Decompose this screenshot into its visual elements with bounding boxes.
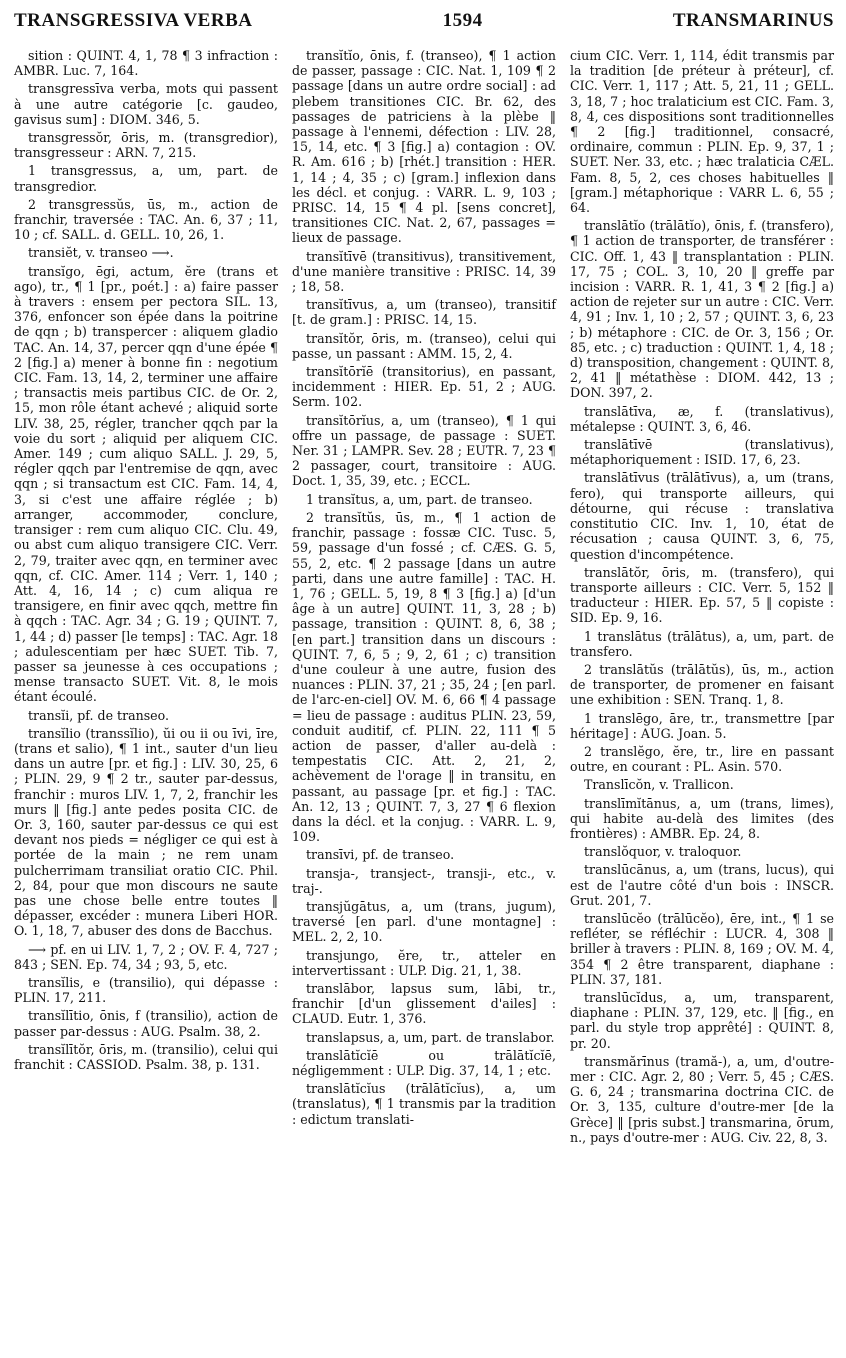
- dictionary-entry: transĭtīvē (transitivus), transitivement, d'une manière transitive : PRISC. 14, 39 ; 18, 58.: [292, 248, 556, 295]
- dictionary-entry: transĭlio (transsĭlio), ŭi ou ii ou īvi, īre, (trans et salio), ¶ 1 int., sauter d'un lieu dans un autre [pr. et fig.] : LIV. 30, 25, 6 ; PLIN. 29, 9 ¶ 2 tr., sauter par-dessus, franchir : muros LIV. 1, 7, 2, franchir les murs ‖ [fig.] ante pedes posita CIC. de Or. 3, 160, sauter par-dessus ce qui est devant nos pieds = négliger ce qui est à portée de la main ; ne rem unam pulcherrimam transiliat oratio CIC. Phil. 2, 84, pour que mon discours ne saute pas une chose belle entre toutes ‖ dépasser, excéder : munera Liberi HOR. O. 1, 18, 7, abuser des dons de Bacchus.: [14, 725, 278, 939]
- running-header: [14, 10, 834, 48]
- dictionary-entry: translātŏr, ōris, m. (transfero), qui transporte ailleurs : CIC. Verr. 5, 152 ‖ traducteur : HIER. Ep. 57, 5 ‖ copiste : SID. Ep. 9, 16.: [570, 564, 834, 626]
- dictionary-entry: transĭtōrĭē (transitorius), en passant, incidemment : HIER. Ep. 51, 2 ; AUG. Serm. 102.: [292, 364, 556, 410]
- dictionary-entry: transjungo, ĕre, tr., atteler en intervertissant : ULP. Dig. 21, 1, 38.: [292, 947, 556, 978]
- column-middle: [292, 48, 556, 1148]
- dictionary-entry: transgressīva verba, mots qui passent à une autre catégorie [c. gaudeo, gavisus sum] : DIOM. 346, 5.: [14, 81, 278, 127]
- dictionary-entry: transĭi, pf. de transeo.: [28, 707, 170, 723]
- column-left: [14, 48, 278, 1148]
- dictionary-entry: transĭtĭo, ōnis, f. (transeo), ¶ 1 action de passer, passage : CIC. Nat. 1, 109 ¶ 2 passage [dans un autre ordre social] : ad plebem transitiones CIC. Br. 62, des passages de patriciens à la plèbe ‖ passage à l'ennemi, défection : LIV. 28, 15, 14, etc. ¶ 3 [fig.] a) contagion : OV. R. Am. 616 ; b) [rhét.] transition : HER. 1, 14 ; 4, 35 ; c) [gram.] inflexion dans les décl. et conjug. : VARR. L. 9, 103 ; PRISC. 14, 15 ¶ 4 pl. [sens concret], transitiones CIC. Nat. 2, 67, passages = lieux de passage.: [292, 48, 556, 246]
- dictionary-entry: translātĭo (trālātĭo), ōnis, f. (transfero), ¶ 1 action de transporter, de transférer : CIC. Off. 1, 43 ‖ transplantation : PLIN. 17, 75 ; COL. 3, 10, 20 ‖ greffe par incision : VARR. R. 1, 41, 3 ¶ 2 [fig.] a) action de rejeter sur un autre : CIC. Verr. 4, 91 ; Inv. 1, 10 ; 2, 57 ; QUINT. 3, 6, 23 ; b) métaphore : CIC. de Or. 3, 156 ; Or. 85, etc. ; c) traduction : QUINT. 1, 4, 18 ; d) transposition, changement : QUINT. 8, 2, 41 ‖ métathèse : DIOM. 442, 13 ; DON. 397, 2.: [570, 218, 834, 401]
- dictionary-entry: translātĭcĭē ou trālātĭcĭē, négligemment : ULP. Dig. 37, 14, 1 ; etc.: [292, 1047, 556, 1078]
- dictionary-entry: transiĕt, v. transeo ⟶.: [28, 245, 174, 261]
- dictionary-entry: translūcĕo (trālūcĕo), ēre, int., ¶ 1 se refléter, se réfléchir : LUCR. 4, 308 ‖ briller à travers : PLIN. 8, 169 ; OV. M. 4, 354 ¶ 2 être transparent, diaphane : PLIN. 37, 181.: [570, 910, 834, 987]
- dictionary-entry: transĭtŏr, ōris, m. (transeo), celui qui passe, un passant : AMM. 15, 2, 4.: [292, 330, 556, 361]
- dictionary-entry: translīmĭtānus, a, um (trans, limes), qui habite au-delà des limites (des frontières) : AMBR. Ep. 24, 8.: [570, 795, 834, 841]
- dictionary-entry: 1 translēgo, āre, tr., transmettre [par héritage] : AUG. Joan. 5.: [570, 710, 834, 741]
- dictionary-entry: translŏquor, v. traloquor.: [584, 844, 742, 860]
- dictionary-entry: transĭtīvus, a, um (transeo), transitif [t. de gram.] : PRISC. 14, 15.: [292, 297, 556, 328]
- dictionary-entry: transĭlītio, ōnis, f (transilio), action de passer par-dessus : AUG. Psalm. 38, 2.: [14, 1008, 278, 1039]
- dictionary-entry: translātĭcĭus (trālātĭcĭus), a, um (translatus), ¶ 1 transmis par la tradition : edictum translati-: [292, 1081, 556, 1127]
- dictionary-entry: ⟶ pf. en ui LIV. 1, 7, 2 ; OV. F. 4, 727 ; 843 ; SEN. Ep. 74, 34 ; 93, 5, etc.: [14, 941, 278, 972]
- dictionary-entry: 1 translātus (trālātus), a, um, part. de transfero.: [570, 628, 834, 659]
- dictionary-entry: translābor, lapsus sum, lābi, tr., franchir [d'un glissement d'ailes] : CLAUD. Eutr. 1, 376.: [292, 980, 556, 1027]
- text-columns: [14, 48, 834, 1148]
- dictionary-entry: 2 transgressŭs, ūs, m., action de franchir, traversée : TAC. An. 6, 37 ; 11, 10 ; cf. SALL. d. GELL. 10, 26, 1.: [14, 196, 278, 243]
- dictionary-entry: 1 transgressus, a, um, part. de transgredior.: [14, 163, 278, 194]
- dictionary-entry: transīvi, pf. de transeo.: [306, 847, 455, 863]
- dictionary-entry: 2 translātŭs (trālātŭs), ūs, m., action de transporter, de promener en faisant une exhibition : SEN. Tranq. 1, 8.: [570, 661, 834, 708]
- dictionary-entry: transĭlītŏr, ōris, m. (transilio), celui qui franchit : CASSIOD. Psalm. 38, p. 131.: [14, 1041, 278, 1072]
- dictionary-entry: transĭlis, e (transilio), qui dépasse : PLIN. 17, 211.: [14, 974, 278, 1006]
- dictionary-entry: translapsus, a, um, part. de translabor.: [306, 1029, 555, 1045]
- dictionary-entry: translūcānus, a, um (trans, lucus), qui est de l'autre côté d'un bois : INSCR. Grut. 201, 7.: [570, 862, 834, 908]
- dictionary-entry: cium CIC. Verr. 1, 114, édit transmis par la tradition [de préteur à préteur], cf. CIC. Verr. 1, 117 ; Att. 5, 21, 11 ; GELL. 3, 18, 7 ; hoc tralaticium est CIC. Fam. 3, 8, 4, ces dispositions sont traditionnelles ¶ 2 [fig.] traditionnel, consacré, ordinaire, commun : PLIN. Ep. 9, 37, 1 ; SUET. Ner. 33, etc. ; hæc tralaticia CÆL. Fam. 8, 5, 2, ces choses habituelles ‖ [gram.] métaphorique : VARR L. 6, 55 ; 64.: [570, 48, 834, 216]
- dictionary-entry: translūcĭdus, a, um, transparent, diaphane : PLIN. 37, 129, etc. ‖ [fig., en parl. du style trop apprêté] : QUINT. 8, pr. 20.: [570, 989, 834, 1051]
- dictionary-entry: transĭgo, ēgi, actum, ĕre (trans et ago), tr., ¶ 1 [pr., poét.] : a) faire passer à travers : ensem per pectora SIL. 13, 376, enfoncer son épée dans la poitrine de qqn ; b) transpercer : aliquem gladio TAC. An. 14, 37, percer qqn d'une épée ¶ 2 [fig.] a) mener à bonne fin : negotium CIC. Fam. 13, 14, 2, terminer une affaire ; transactis meis partibus CIC. de Or. 2, 15, mon rôle étant achevé ; aliquid sorte LIV. 38, 25, régler, trancher qqch par la voie du sort ; aliquid per aliquem CIC. Amer. 149 ; cum aliquo SALL. J. 29, 5, régler qqch par l'entremise de qqn, avec qqn ; si transactum est CIC. Fam. 14, 4, 3, si c'est une affaire réglée ; b) arranger, accommoder, conclure, transiger : rem cum aliquo CIC. Clu. 49, ou abst cum aliquo transigere CIC. Verr. 2, 79, traiter avec qqn, en terminer avec qqn, cf. CIC. Amer. 114 ; Verr. 1, 140 ; Att. 4, 16, 14 ; c) cum aliqua re transigere, en finir avec qqch, mettre fin à qqch : TAC. Agr. 34 ; G. 19 ; QUINT. 7, 1, 44 ; d) passer [le temps] : TAC. Agr. 18 ; adulescentiam per hæc SUET. Tib. 7, passer sa jeunesse à ces occupations ; mense transacto SUET. Vit. 8, le mois étant écoulé.: [14, 263, 278, 705]
- dictionary-entry: transjŭgātus, a, um (trans, jugum), traversé [en parl. d'une montagne] : MEL. 2, 2, 10.: [292, 898, 556, 945]
- dictionary-entry: translātīvus (trālātīvus), a, um (trans, fero), qui transporte ailleurs, qui détourne, qui récuse : translativa constitutio CIC. Inv. 1, 10, état de récusation ; causa QUINT. 3, 6, 75, question d'incompétence.: [570, 470, 834, 562]
- dictionary-entry: 2 translĕgo, ĕre, tr., lire en passant outre, en courant : PL. Asin. 570.: [570, 743, 834, 775]
- dictionary-entry: translātīva, æ, f. (translativus), métalepse : QUINT. 3, 6, 46.: [570, 403, 834, 434]
- dictionary-entry: translātīvē (translativus), métaphoriquement : ISID. 17, 6, 23.: [570, 437, 834, 468]
- dictionary-entry: transja-, transject-, transji-, etc., v. traj-.: [292, 865, 556, 896]
- column-right: [570, 48, 834, 1148]
- dictionary-entry: 1 transĭtus, a, um, part. de transeo.: [306, 491, 533, 507]
- dictionary-entry: transgressŏr, ōris, m. (transgredior), transgresseur : ARN. 7, 215.: [14, 130, 278, 161]
- dictionary-entry: transmărīnus (tramă-), a, um, d'outre-mer : CIC. Agr. 2, 80 ; Verr. 5, 45 ; CÆS. G. 6, 24 ; transmarina doctrina CIC. de Or. 3, 135, culture d'outre-mer [de la Grèce] ‖ [pris subst.] transmarina, ōrum, n., pays d'outre-mer : AUG. Civ. 22, 8, 3.: [570, 1053, 834, 1145]
- dictionary-entry: transĭtōrĭus, a, um (transeo), ¶ 1 qui offre un passage, de passage : SUET. Ner. 31 ; LAMPR. Sev. 28 ; EUTR. 7, 23 ¶ 2 passager, court, transitoire : AUG. Doct. 1, 35, 39, etc. ; ECCL.: [292, 412, 556, 489]
- header-right-guide-word: TRANSMARINUS: [672, 10, 834, 31]
- header-left-guide-word: TRANSGRESSIVA VERBA: [14, 10, 253, 31]
- page-number: 1594: [442, 10, 483, 31]
- dictionary-entry: 2 transĭtŭs, ūs, m., ¶ 1 action de franchir, passage : fossæ CIC. Tusc. 5, 59, passage d'un fossé ; cf. CÆS. G. 5, 55, 2, etc. ¶ 2 passage [dans un autre parti, dans une autre famille] : TAC. H. 1, 76 ; GELL. 5, 19, 8 ¶ 3 [fig.] a) [d'un âge à un autre] QUINT. 11, 3, 28 ; b) passage, transition : QUINT. 8, 6, 38 ; [en part.] transition dans un discours : QUINT. 7, 6, 5 ; 9, 2, 61 ; c) transition d'une couleur à une autre, fusion des nuances : PLIN. 37, 21 ; 35, 24 ; [en parl. de l'arc-en-ciel] OV. M. 6, 66 ¶ 4 passage = lieu de passage : auditus PLIN. 23, 59, conduit auditif, cf. PLIN. 22, 111 ¶ 5 action de passer, d'aller au-delà : tempestatis CIC. Att. 2, 21, 2, achèvement de l'orage ‖ in transitu, en passant, au passage [pr. et fig.] : TAC. An. 12, 13 ; QUINT. 7, 3, 27 ¶ 6 flexion dans la décl. et la conjug. : VARR. L. 9, 109.: [292, 509, 556, 845]
- dictionary-entry: Translīcŏn, v. Trallicon.: [584, 777, 734, 793]
- dictionary-entry: sition : QUINT. 4, 1, 78 ¶ 3 infraction : AMBR. Luc. 7, 164.: [14, 48, 278, 79]
